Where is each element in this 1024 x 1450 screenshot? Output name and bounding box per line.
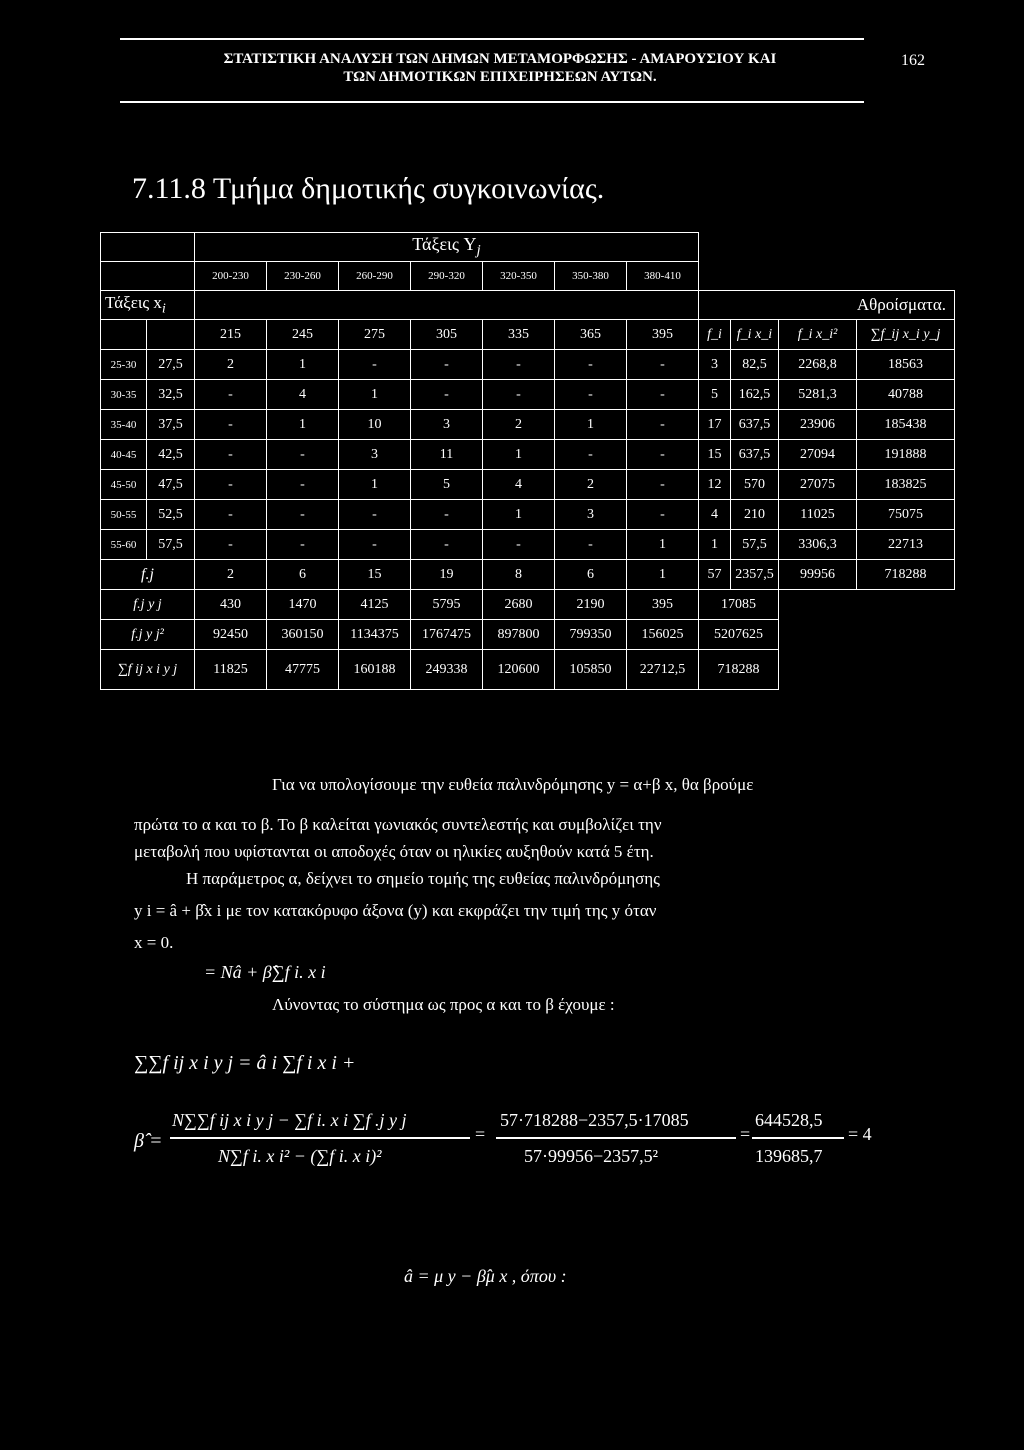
freq-cell: - <box>555 530 627 560</box>
sum-cell: 637,5 <box>731 410 779 440</box>
sum-cell: 57,5 <box>731 530 779 560</box>
freq-cell: 3 <box>555 500 627 530</box>
freq-cell: 1 <box>483 500 555 530</box>
sumfxy-cell: 105850 <box>555 650 627 690</box>
beta-fraction-line <box>170 1137 470 1139</box>
x-class: 35-40 <box>101 410 147 440</box>
sum-cell: 27094 <box>779 440 857 470</box>
freq-cell: - <box>267 470 339 500</box>
freq-cell: - <box>627 470 699 500</box>
sum-cell: 5281,3 <box>779 380 857 410</box>
freq-cell: - <box>195 440 267 470</box>
sum-cell: 23906 <box>779 410 857 440</box>
fjyj2-cell: 1767475 <box>411 620 483 650</box>
header-bottom-rule <box>120 101 864 103</box>
freq-cell: - <box>411 380 483 410</box>
freq-cell: - <box>411 350 483 380</box>
sum-cell: 12 <box>699 470 731 500</box>
freq-cell: 1 <box>555 410 627 440</box>
y-mid: 215 <box>195 320 267 350</box>
beta-lhs: β̂ = <box>134 1130 163 1152</box>
sum-cell: 1 <box>699 530 731 560</box>
beta-numerator-2: 57·718288−2357,5·17085 <box>500 1110 689 1130</box>
freq-cell: - <box>483 350 555 380</box>
blank <box>699 233 955 262</box>
y-class: 260-290 <box>339 262 411 291</box>
contingency-table <box>100 232 955 690</box>
sum-cell: 162,5 <box>731 380 779 410</box>
y-mid: 275 <box>339 320 411 350</box>
sum-cell: 15 <box>699 440 731 470</box>
freq-cell: - <box>483 380 555 410</box>
x-class: 55-60 <box>101 530 147 560</box>
y-title-text: Τάξεις Y <box>412 234 477 255</box>
y-mid: 365 <box>555 320 627 350</box>
fj-label: f.j <box>101 560 195 590</box>
freq-cell: - <box>195 470 267 500</box>
fj-cell: 2 <box>195 560 267 590</box>
fjyj2-label: f.j y j² <box>101 620 195 650</box>
freq-cell: - <box>195 530 267 560</box>
fjyj2-cell: 92450 <box>195 620 267 650</box>
freq-cell: 1 <box>267 350 339 380</box>
x-title-text: Τάξεις x <box>105 292 162 312</box>
beta-denominator: N∑f i. x i² − (∑f i. x i)² <box>218 1146 382 1166</box>
freq-cell: - <box>195 500 267 530</box>
freq-cell: 3 <box>339 440 411 470</box>
fj-cell: 6 <box>267 560 339 590</box>
paragraph-2: πρώτα το α και το β. Το β καλείται γωνιακός συντελεστής και συμβολίζει την <box>134 815 662 834</box>
x-title-sub: i <box>161 300 166 317</box>
sum-cell: 11025 <box>779 500 857 530</box>
freq-cell: - <box>627 410 699 440</box>
beta-fraction-line-2 <box>496 1137 736 1139</box>
sum-cell: 210 <box>731 500 779 530</box>
paragraph-6: x = 0. <box>134 933 174 952</box>
x-mid: 42,5 <box>147 440 195 470</box>
freq-cell: 2 <box>555 470 627 500</box>
sum-cell: 18563 <box>857 350 955 380</box>
beta-fraction-line-3 <box>752 1137 844 1139</box>
sum-cell: 82,5 <box>731 350 779 380</box>
freq-cell: 4 <box>483 470 555 500</box>
fjyj-cell: 4125 <box>339 590 411 620</box>
fjyj2-cell: 1134375 <box>339 620 411 650</box>
freq-cell: 2 <box>483 410 555 440</box>
y-class: 380-410 <box>627 262 699 291</box>
fjyj2-cell: 897800 <box>483 620 555 650</box>
blank <box>101 320 147 350</box>
x-mid: 52,5 <box>147 500 195 530</box>
x-mid: 37,5 <box>147 410 195 440</box>
sum-head: ∑f_ij x_i y_j <box>857 320 955 350</box>
sum-cell: 570 <box>731 470 779 500</box>
x-mid: 32,5 <box>147 380 195 410</box>
sum-cell: 75075 <box>857 500 955 530</box>
sum-head: f_i x_i² <box>779 320 857 350</box>
freq-cell: - <box>339 530 411 560</box>
sumfxy-cell: 249338 <box>411 650 483 690</box>
fjyj-total: 17085 <box>699 590 779 620</box>
corner-cell-2 <box>101 262 195 291</box>
paragraph-5: y i = â + β̂x i με τον κατακόρυφο άξονα (y) και εκφράζει την τιμή της y όταν <box>134 901 657 920</box>
fj-cell: 15 <box>339 560 411 590</box>
fjyj-cell: 430 <box>195 590 267 620</box>
fjyj-cell: 1470 <box>267 590 339 620</box>
fjyj2-cell: 799350 <box>555 620 627 650</box>
beta-result: = 4 <box>848 1124 872 1144</box>
y-classes-title <box>195 233 699 262</box>
freq-cell: - <box>627 500 699 530</box>
sumfxy-cell: 11825 <box>195 650 267 690</box>
y-class: 230-260 <box>267 262 339 291</box>
fjyj2-total: 5207625 <box>699 620 779 650</box>
freq-cell: - <box>627 350 699 380</box>
paragraph-1: Για να υπολογίσουμε την ευθεία παλινδρόμησης y = α+β x, θα βρούμε <box>272 775 754 794</box>
freq-cell: - <box>339 500 411 530</box>
header-line-1: ΣΤΑΤΙΣΤΙΚΗ ΑΝΑΛΥΣΗ ΤΩΝ ΔΗΜΩΝ ΜΕΤΑΜΟΡΦΩΣΗΣ - ΑΜΑΡΟΥΣΙΟΥ ΚΑΙ <box>223 51 777 67</box>
beta-numerator-3: 644528,5 <box>755 1110 823 1130</box>
sumfxy-cell: 22712,5 <box>627 650 699 690</box>
y-class: 290-320 <box>411 262 483 291</box>
equals-1: = <box>475 1124 486 1144</box>
freq-cell: - <box>339 350 411 380</box>
table-row <box>101 440 955 470</box>
y-class: 320-350 <box>483 262 555 291</box>
freq-cell: 2 <box>195 350 267 380</box>
x-mid: 47,5 <box>147 470 195 500</box>
sum-cell: 40788 <box>857 380 955 410</box>
fj-sum: 2357,5 <box>731 560 779 590</box>
freq-cell: 3 <box>411 410 483 440</box>
x-mid: 57,5 <box>147 530 195 560</box>
freq-cell: - <box>483 530 555 560</box>
y-mid: 245 <box>267 320 339 350</box>
sums-title: Αθροίσματα. <box>699 291 955 320</box>
sumfxy-total: 718288 <box>699 650 779 690</box>
fj-cell: 1 <box>627 560 699 590</box>
sum-cell: 3 <box>699 350 731 380</box>
header-top-rule <box>120 38 864 40</box>
alpha-formula: â = μ y − β̂μ x , όπου : <box>404 1266 567 1286</box>
sumfxy-label: ∑f ij x i y j <box>101 650 195 690</box>
freq-cell: 1 <box>267 410 339 440</box>
y-title-sub: j <box>476 242 481 259</box>
header-line-2: ΤΩΝ ΔΗΜΟΤΙΚΩΝ ΕΠΙΧΕΙΡΗΣΕΩΝ ΑΥΤΩΝ. <box>343 69 657 85</box>
equals-2: = <box>740 1124 751 1144</box>
y-mid: 335 <box>483 320 555 350</box>
x-class: 45-50 <box>101 470 147 500</box>
sum-cell: 17 <box>699 410 731 440</box>
fj-sum: 718288 <box>857 560 955 590</box>
sum-cell: 4 <box>699 500 731 530</box>
freq-cell: - <box>411 500 483 530</box>
blank <box>699 262 955 291</box>
fjyj-cell: 2680 <box>483 590 555 620</box>
corner-cell <box>101 233 195 262</box>
table-row <box>101 530 955 560</box>
page-number: 162 <box>901 52 925 69</box>
freq-cell: - <box>555 440 627 470</box>
freq-cell: 1 <box>339 380 411 410</box>
fjyj-cell: 395 <box>627 590 699 620</box>
blank <box>147 320 195 350</box>
blank <box>779 650 955 690</box>
x-class: 25-30 <box>101 350 147 380</box>
beta-denominator-3: 139685,7 <box>755 1146 823 1166</box>
blank <box>195 291 699 320</box>
sum-cell: 185438 <box>857 410 955 440</box>
table-row <box>101 380 955 410</box>
blank <box>779 620 955 650</box>
fjyj-cell: 5795 <box>411 590 483 620</box>
x-class: 30-35 <box>101 380 147 410</box>
table-row <box>101 410 955 440</box>
freq-cell: 4 <box>267 380 339 410</box>
x-class: 50-55 <box>101 500 147 530</box>
fj-cell: 6 <box>555 560 627 590</box>
freq-cell: 5 <box>411 470 483 500</box>
x-classes-title <box>101 291 195 320</box>
sum-cell: 3306,3 <box>779 530 857 560</box>
section-title: 7.11.8 Τμήμα δημοτικής συγκοινωνίας. <box>132 172 605 205</box>
freq-cell: - <box>627 380 699 410</box>
y-class: 350-380 <box>555 262 627 291</box>
paragraph-7: Λύνοντας το σύστημα ως προς α και το β έχουμε : <box>272 995 615 1014</box>
freq-cell: - <box>555 350 627 380</box>
y-mid: 305 <box>411 320 483 350</box>
fjyj-label: f.j y j <box>101 590 195 620</box>
freq-cell: 1 <box>627 530 699 560</box>
equation-2: ∑∑f ij x i y j = â i ∑f i x i + <box>134 1052 356 1074</box>
fjyj2-cell: 360150 <box>267 620 339 650</box>
paragraph-4: Η παράμετρος α, δείχνει το σημείο τομής της ευθείας παλινδρόμησης <box>186 869 660 888</box>
freq-cell: - <box>195 410 267 440</box>
page-header <box>120 50 880 86</box>
freq-cell: 10 <box>339 410 411 440</box>
table-row <box>101 470 955 500</box>
freq-cell: 1 <box>483 440 555 470</box>
equation-1: = Nâ + β̂∑f i. x i <box>204 962 326 982</box>
sum-head: f_i x_i <box>731 320 779 350</box>
freq-cell: - <box>267 440 339 470</box>
paragraph-3: μεταβολή που υφίστανται οι αποδοχές όταν οι ηλικίες αυξηθούν κατά 5 έτη. <box>134 842 654 861</box>
freq-cell: - <box>411 530 483 560</box>
freq-cell: - <box>267 530 339 560</box>
fj-cell: 8 <box>483 560 555 590</box>
sum-cell: 191888 <box>857 440 955 470</box>
sum-head: f_i <box>699 320 731 350</box>
freq-cell: 1 <box>339 470 411 500</box>
y-class: 200-230 <box>195 262 267 291</box>
sumfxy-cell: 160188 <box>339 650 411 690</box>
fj-sum: 57 <box>699 560 731 590</box>
fj-cell: 19 <box>411 560 483 590</box>
freq-cell: - <box>555 380 627 410</box>
blank <box>779 590 955 620</box>
freq-cell: - <box>627 440 699 470</box>
fjyj2-cell: 156025 <box>627 620 699 650</box>
sumfxy-cell: 47775 <box>267 650 339 690</box>
sum-cell: 637,5 <box>731 440 779 470</box>
sum-cell: 5 <box>699 380 731 410</box>
sum-cell: 22713 <box>857 530 955 560</box>
table-row <box>101 350 955 380</box>
freq-cell: - <box>195 380 267 410</box>
table-row <box>101 500 955 530</box>
sumfxy-cell: 120600 <box>483 650 555 690</box>
freq-cell: - <box>267 500 339 530</box>
x-class: 40-45 <box>101 440 147 470</box>
sum-cell: 2268,8 <box>779 350 857 380</box>
sum-cell: 27075 <box>779 470 857 500</box>
fj-sum: 99956 <box>779 560 857 590</box>
fjyj-cell: 2190 <box>555 590 627 620</box>
beta-numerator: N∑∑f ij x i y j − ∑f i. x i ∑f .j y j <box>172 1110 407 1130</box>
y-mid: 395 <box>627 320 699 350</box>
sum-cell: 183825 <box>857 470 955 500</box>
beta-denominator-2: 57·99956−2357,5² <box>524 1146 659 1166</box>
x-mid: 27,5 <box>147 350 195 380</box>
freq-cell: 11 <box>411 440 483 470</box>
